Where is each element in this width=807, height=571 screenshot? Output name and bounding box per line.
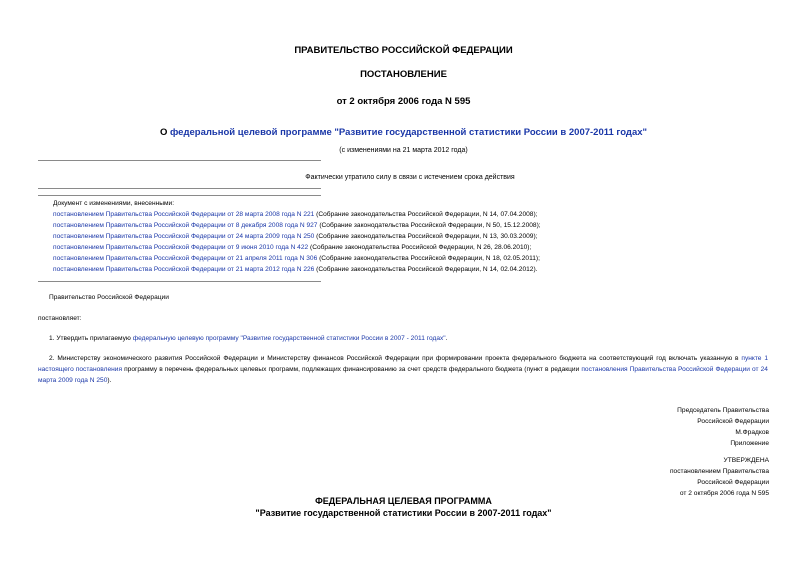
amendment-source: (Собрание законодательства Российской Федерации, N 14, 02.04.2012). xyxy=(314,266,538,273)
gov-subject: Правительство Российской Федерации xyxy=(49,294,169,301)
doc-title xyxy=(0,127,807,138)
paragraph-1 xyxy=(49,334,447,345)
doc-title-prefix: О xyxy=(159,127,170,138)
amendment-item xyxy=(53,243,531,254)
amendment-item xyxy=(53,210,537,221)
amendment-source: (Собрание законодательства Российской Федерации, N 13, 30.03.2009); xyxy=(314,233,538,240)
paragraph-2 xyxy=(38,353,768,386)
amendment-item xyxy=(53,232,537,243)
amendment-source: (Собрание законодательства Российской Федерации, N 26, 28.06.2010); xyxy=(308,244,532,251)
decrees-word: постановляет: xyxy=(38,315,82,322)
divider xyxy=(38,160,321,161)
approved-label: УТВЕРЖДЕНА xyxy=(723,457,769,464)
amendment-link[interactable]: постановлением Правительства Российской Федерации от 8 декабря 2008 года N 927 xyxy=(53,222,318,229)
approved-by: постановлением Правительства xyxy=(669,468,769,475)
amendment-link[interactable]: постановлением Правительства Российской Федерации от 24 марта 2009 года N 250 xyxy=(53,233,315,240)
program-link[interactable]: федеральную целевую программу "Развитие государственной статистики России в 2007 - 2011 годах" xyxy=(132,335,446,342)
program-subheading: "Развитие государственной статистики России в 2007-2011 годах" xyxy=(255,508,552,518)
amendment-link[interactable]: постановлением Правительства Российской Федерации от 9 июня 2010 года N 422 xyxy=(53,244,309,251)
signature-position: Председатель Правительства xyxy=(677,407,769,414)
signature-org: Российской Федерации xyxy=(697,418,769,425)
amendments-intro: Документ с изменениями, внесенными: xyxy=(53,200,175,207)
amendment-link[interactable]: постановлением Правительства Российской Федерации от 21 апреля 2011 года N 306 xyxy=(53,255,318,262)
amend-note: (с изменениями на 21 марта 2012 года) xyxy=(339,147,468,154)
paragraph-2-text: 2. Министерству экономического развития Российской Федерации и Министерству финансов Российской Федерации при формировании проекта федерального бюджета на соответствующий год включать указанную в xyxy=(49,355,742,362)
signature-name: М.Фрадков xyxy=(735,429,769,436)
doc-date-number: от 2 октября 2006 года N 595 xyxy=(336,96,471,107)
amendment-link[interactable]: постановлением Правительства Российской Федерации от 21 марта 2012 года N 226 xyxy=(53,266,315,273)
amendment-item xyxy=(53,265,537,276)
approved-org: Российской Федерации xyxy=(697,479,769,486)
paragraph-2-text: ). xyxy=(107,377,112,384)
amendment-link[interactable]: постановлением Правительства Российской Федерации от 28 марта 2008 года N 221 xyxy=(53,211,315,218)
amendment-item xyxy=(53,221,541,232)
amendment-source: (Собрание законодательства Российской Федерации, N 50, 15.12.2008); xyxy=(317,222,541,229)
program-title-link[interactable]: федеральной целевой программе "Развитие государственной статистики России в 2007-2011 годах" xyxy=(169,127,648,138)
paragraph-1-suffix: . xyxy=(445,335,448,342)
org-heading: ПРАВИТЕЛЬСТВО РОССИЙСКОЙ ФЕДЕРАЦИИ xyxy=(294,45,513,56)
paragraph-2-text: программу в перечень федеральных целевых программ, подлежащих финансированию за счет средств федерального бюджета (пункт в редакции xyxy=(122,366,582,373)
approval-block xyxy=(670,455,769,499)
amendment-item xyxy=(53,254,540,265)
signature-block xyxy=(677,405,769,449)
paragraph-1-prefix: 1. Утвердить прилагаемую xyxy=(49,335,133,342)
approved-date: от 2 октября 2006 года N 595 xyxy=(679,490,769,497)
status-note: Фактически утратило силу в связи с истечением срока действия xyxy=(305,174,515,181)
divider xyxy=(38,195,321,196)
program-heading: ФЕДЕРАЛЬНАЯ ЦЕЛЕВАЯ ПРОГРАММА xyxy=(315,496,492,506)
amendment-source: (Собрание законодательства Российской Федерации, N 18, 02.05.2011); xyxy=(317,255,540,262)
resolution-250-link[interactable]: постановления Правительства Российской Федерации от 24 марта 2009 года N 250 xyxy=(38,366,768,384)
divider xyxy=(38,188,321,189)
appendix-label: Приложение xyxy=(730,440,769,447)
divider xyxy=(38,281,321,282)
doc-type-heading: ПОСТАНОВЛЕНИЕ xyxy=(360,69,447,80)
amendment-source: (Собрание законодательства Российской Федерации, N 14, 07.04.2008); xyxy=(314,211,538,218)
clause-1-link[interactable]: пункте 1 настоящего постановления xyxy=(38,355,768,373)
